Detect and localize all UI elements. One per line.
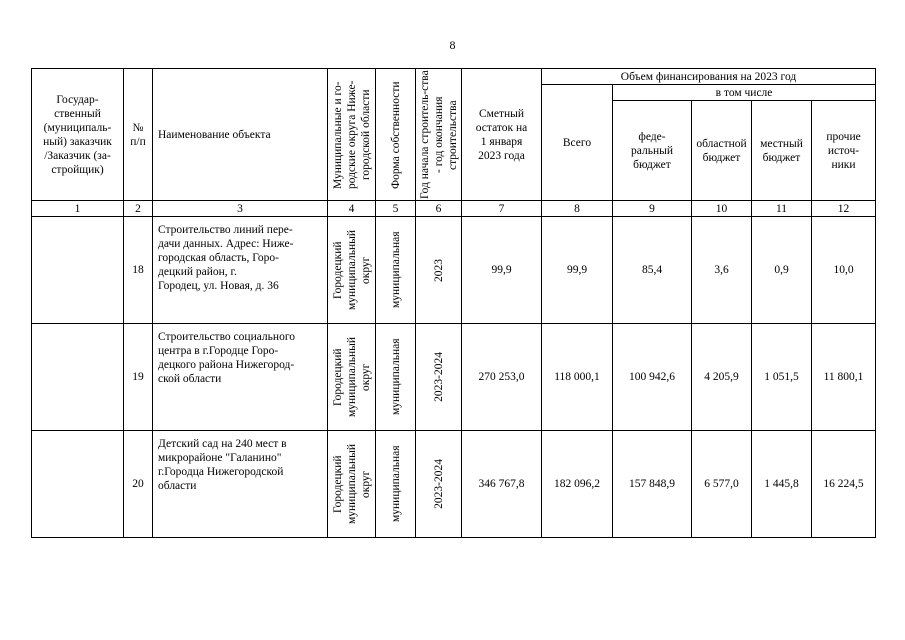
column-number: 5 xyxy=(376,201,416,217)
row-object-name-line: городская область, Горо- xyxy=(158,252,279,264)
row-num: 20 xyxy=(124,431,153,538)
header-customer-line: Государ- xyxy=(56,93,99,106)
row-other: 10,0 xyxy=(812,217,876,324)
header-balance-line: Сметный xyxy=(478,107,525,120)
header-local xyxy=(752,101,812,201)
row-customer xyxy=(32,431,124,538)
row-balance: 346 767,8 xyxy=(462,431,542,538)
row-object-name-line: ской области xyxy=(158,373,222,385)
row-ownership xyxy=(376,431,416,538)
row-ownership xyxy=(376,217,416,324)
row-ownership-text: муниципальная xyxy=(389,338,402,416)
row-regional: 6 577,0 xyxy=(692,431,752,538)
column-number: 11 xyxy=(752,201,812,217)
row-num: 18 xyxy=(124,217,153,324)
row-object-name xyxy=(153,324,328,431)
header-num-line: п/п xyxy=(130,135,146,148)
header-federal-line: феде- xyxy=(638,130,666,143)
header-including: в том числе xyxy=(613,85,876,101)
table-row xyxy=(32,217,876,324)
row-object-name-line: г.Городца Нижегородской xyxy=(158,466,284,478)
table-row xyxy=(32,324,876,431)
header-municipality-text: Муниципальные и го-родские округа Ниже-городской области xyxy=(331,80,372,189)
column-number: 7 xyxy=(462,201,542,217)
row-other: 16 224,5 xyxy=(812,431,876,538)
row-balance: 99,9 xyxy=(462,217,542,324)
header-balance xyxy=(462,69,542,201)
row-other: 11 800,1 xyxy=(812,324,876,431)
row-balance: 270 253,0 xyxy=(462,324,542,431)
column-number: 12 xyxy=(812,201,876,217)
header-customer xyxy=(32,69,124,201)
row-years xyxy=(416,431,462,538)
row-num: 19 xyxy=(124,324,153,431)
header-financing-title: Объем финансирования на 2023 год xyxy=(542,69,876,85)
row-regional: 3,6 xyxy=(692,217,752,324)
row-municipality-text: Городецкий муниципальный округ xyxy=(331,443,372,525)
row-object-name-line: децкий район, г. xyxy=(158,266,237,278)
row-object-name-line: дачи данных. Адрес: Ниже- xyxy=(158,238,294,250)
row-local: 1 445,8 xyxy=(752,431,812,538)
header-years-text: Год начала строитель-ства - год окончания строительства xyxy=(419,70,459,199)
row-municipality xyxy=(328,217,376,324)
header-customer-line: /Заказчик (за- xyxy=(44,149,111,162)
row-years xyxy=(416,324,462,431)
row-object-name-line: Детский сад на 240 мест в xyxy=(158,438,287,450)
header-federal xyxy=(613,101,692,201)
header-regional-line: областной xyxy=(696,137,747,150)
row-total: 99,9 xyxy=(542,217,613,324)
header-other xyxy=(812,101,876,201)
header-regional xyxy=(692,101,752,201)
row-ownership xyxy=(376,324,416,431)
row-years-text: 2023-2024 xyxy=(432,352,445,402)
row-years xyxy=(416,217,462,324)
row-object-name-line: области xyxy=(158,480,197,492)
header-customer-line: ный) заказчик xyxy=(43,135,112,148)
column-number: 1 xyxy=(32,201,124,217)
row-object-name-line: Строительство социального xyxy=(158,331,295,343)
header-balance-line: остаток на xyxy=(475,121,528,134)
column-number-row xyxy=(32,201,876,217)
header-local-line: бюджет xyxy=(762,151,801,164)
header-local-line: местный xyxy=(760,137,803,150)
row-municipality xyxy=(328,324,376,431)
column-number: 3 xyxy=(153,201,328,217)
row-years-text: 2023 xyxy=(432,258,445,282)
row-object-name-line: Городец, ул. Новая, д. 36 xyxy=(158,280,279,292)
row-object-name xyxy=(153,217,328,324)
row-object-name-line: Строительство линий пере- xyxy=(158,224,293,236)
row-ownership-text: муниципальная xyxy=(389,231,402,309)
row-object-name xyxy=(153,431,328,538)
header-other-line: прочие xyxy=(826,130,861,143)
header-federal-line: ральный xyxy=(631,144,673,157)
header-ownership-text: Форма собственности xyxy=(389,80,402,189)
header-customer-line: стройщик) xyxy=(51,163,104,176)
row-municipality-text: Городецкий муниципальный округ xyxy=(331,336,372,418)
row-customer xyxy=(32,324,124,431)
header-customer-line: (муниципаль- xyxy=(43,121,112,134)
row-federal: 157 848,9 xyxy=(613,431,692,538)
table-row xyxy=(32,431,876,538)
page-number: 8 xyxy=(449,38,456,52)
header-num xyxy=(124,69,153,201)
row-municipality-text: Городецкий муниципальный округ xyxy=(331,229,372,311)
row-customer xyxy=(32,217,124,324)
column-number: 2 xyxy=(124,201,153,217)
row-local: 0,9 xyxy=(752,217,812,324)
header-object-name: Наименование объекта xyxy=(153,69,328,201)
column-number: 9 xyxy=(613,201,692,217)
row-federal: 100 942,6 xyxy=(613,324,692,431)
header-regional-line: бюджет xyxy=(702,151,741,164)
column-number: 4 xyxy=(328,201,376,217)
column-number: 10 xyxy=(692,201,752,217)
header-num-line: № xyxy=(132,121,144,134)
header-other-line: источ- xyxy=(827,144,860,157)
row-local: 1 051,5 xyxy=(752,324,812,431)
header-customer-line: ственный xyxy=(54,107,101,120)
header-years xyxy=(416,69,462,201)
header-balance-line: 2023 года xyxy=(478,149,525,162)
row-total: 118 000,1 xyxy=(542,324,613,431)
column-number: 6 xyxy=(416,201,462,217)
header-ownership xyxy=(376,69,416,201)
row-years-text: 2023-2024 xyxy=(432,459,445,509)
header-total: Всего xyxy=(542,85,613,201)
row-federal: 85,4 xyxy=(613,217,692,324)
header-municipality xyxy=(328,69,376,201)
row-object-name-line: центра в г.Городце Горо- xyxy=(158,345,279,357)
financing-table xyxy=(31,68,876,538)
header-federal-line: бюджет xyxy=(633,158,671,171)
header-balance-line: 1 января xyxy=(480,135,523,148)
header-other-line: ники xyxy=(831,158,856,171)
column-number: 8 xyxy=(542,201,613,217)
row-total: 182 096,2 xyxy=(542,431,613,538)
row-object-name-line: микрорайоне "Галанино" xyxy=(158,452,282,464)
header-row-1 xyxy=(32,69,876,85)
row-object-name-line: децкого района Нижегород- xyxy=(158,359,295,371)
row-ownership-text: муниципальная xyxy=(389,445,402,523)
row-municipality xyxy=(328,431,376,538)
row-regional: 4 205,9 xyxy=(692,324,752,431)
